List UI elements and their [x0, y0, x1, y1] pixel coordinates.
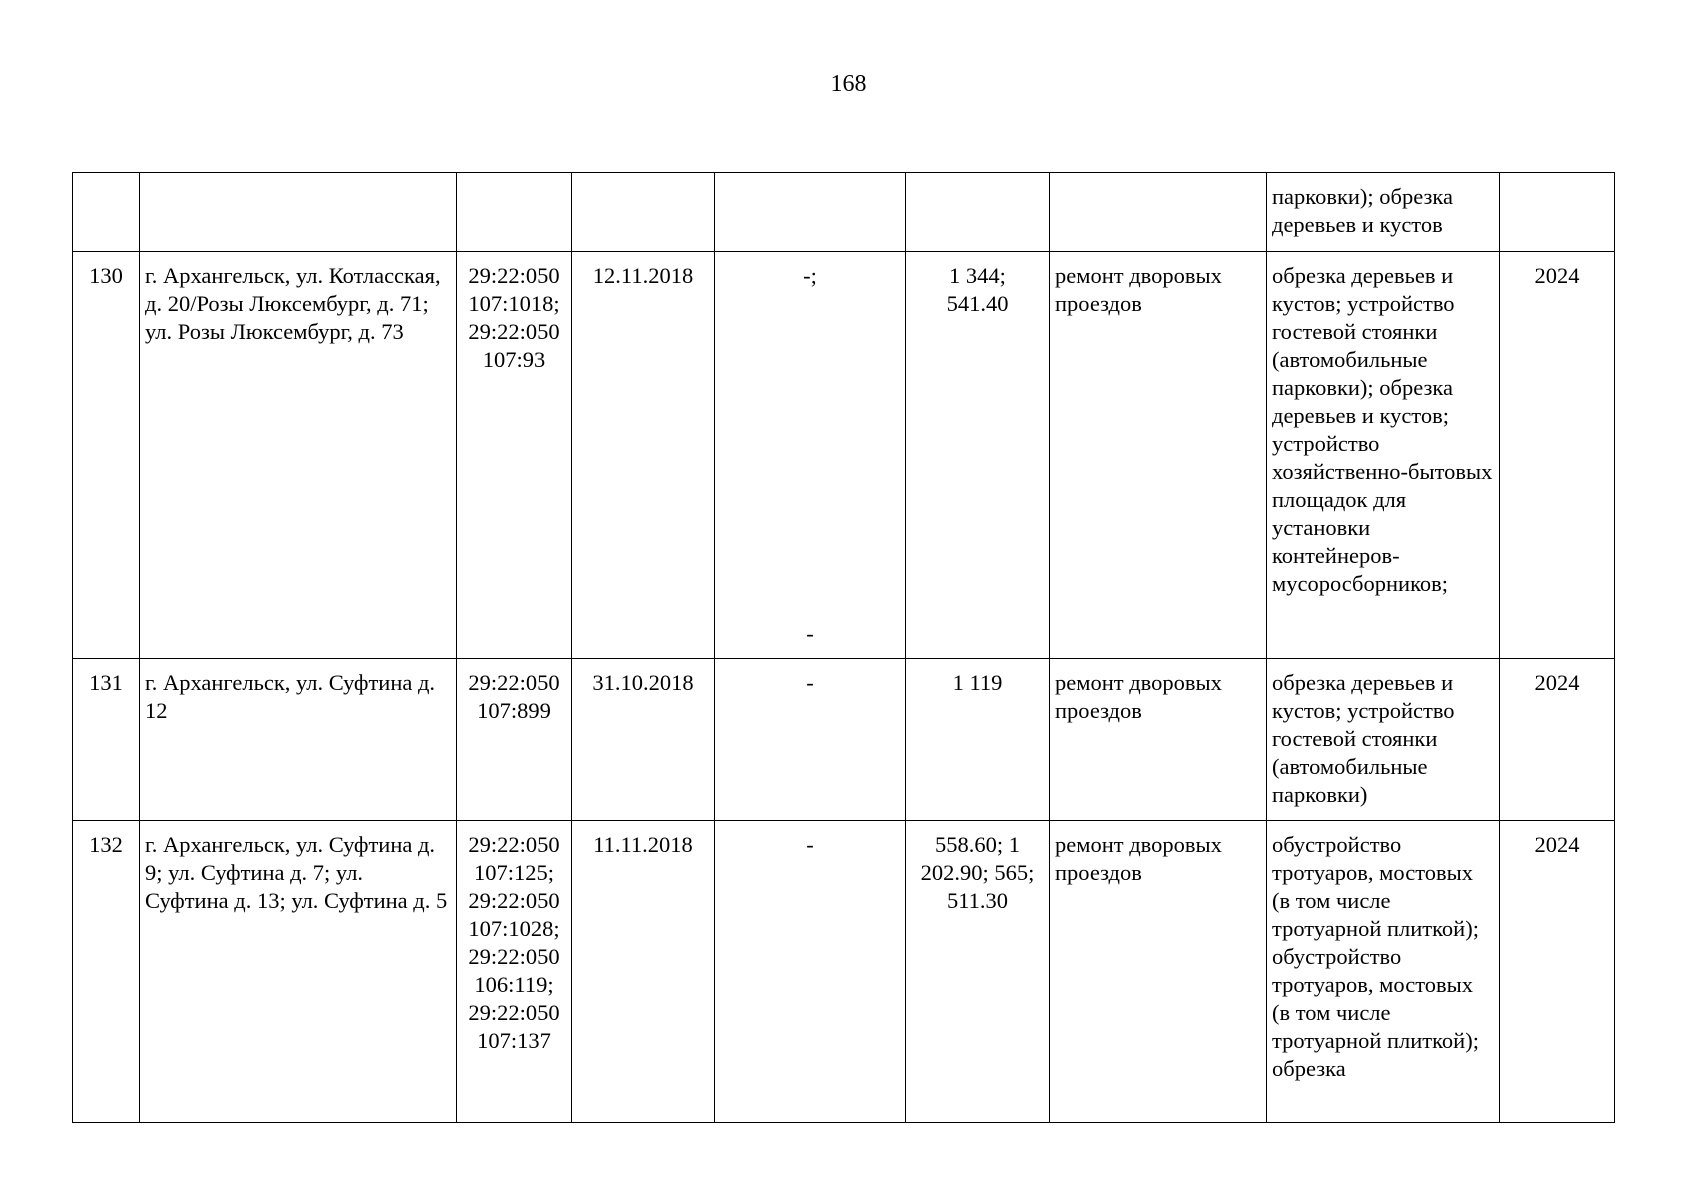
additional-works-cell: парковки); обрезка деревьев и кустов: [1267, 173, 1500, 252]
address-cell: г. Архангельск, ул. Суфтина д. 9; ул. Суфтина д. 7; ул. Суфтина д. 13; ул. Суфтина д. 5: [140, 821, 457, 1123]
dash-cell: [715, 173, 906, 252]
work-type-cell: ремонт дворовых проездов: [1050, 659, 1267, 821]
table-row: [73, 821, 1615, 1123]
cadastral-number-cell-line: 29:22:050: [468, 670, 560, 695]
date-cell: 31.10.2018: [572, 659, 715, 821]
date-cell: 11.11.2018: [572, 821, 715, 1123]
table-row: [73, 659, 1615, 821]
row-number-cell: 132: [73, 821, 140, 1123]
dash-cell: [715, 659, 906, 821]
area-cell-line: 202.90; 565;: [920, 860, 1035, 885]
cadastral-number-cell-line: 107:137: [477, 1028, 551, 1053]
dash-value: -: [806, 832, 814, 857]
cadastral-number-cell-line: 107:1028;: [468, 916, 560, 941]
dash-value: -;: [803, 263, 817, 288]
registry-table-body: [73, 173, 1615, 1123]
area-cell-line: 1 344;: [949, 263, 1006, 288]
cadastral-number-cell-line: 106:119;: [474, 972, 554, 997]
cadastral-number-cell: [457, 821, 572, 1123]
year-cell: 2024: [1500, 659, 1615, 821]
area-cell-line: 541.40: [946, 291, 1009, 316]
area-cell: [906, 252, 1050, 659]
date-cell: [572, 173, 715, 252]
row-number-cell: [73, 173, 140, 252]
work-type-cell: [1050, 173, 1267, 252]
cadastral-number-cell-line: 107:125;: [473, 860, 554, 885]
cadastral-number-cell-line: 29:22:050: [468, 888, 560, 913]
date-cell: 12.11.2018: [572, 252, 715, 659]
work-type-cell: ремонт дворовых проездов: [1050, 821, 1267, 1123]
dash-cell: [715, 821, 906, 1123]
cadastral-number-cell: [457, 252, 572, 659]
registry-table: [72, 172, 1615, 1123]
cadastral-number-cell-line: 29:22:050: [468, 832, 560, 857]
year-cell: [1500, 173, 1615, 252]
cadastral-number-cell-line: 29:22:050: [468, 263, 560, 288]
cadastral-number-cell-line: 107:93: [482, 347, 546, 372]
area-cell: [906, 821, 1050, 1123]
area-cell-line: 558.60; 1: [934, 832, 1020, 857]
cadastral-number-cell-line: 29:22:050: [468, 1000, 560, 1025]
row-number-cell: 131: [73, 659, 140, 821]
additional-works-cell: обрезка деревьев и кустов; устройство гостевой стоянки (автомобильные парковки); обрезка деревьев и кустов; устройство хозяйственно-бытовых площадок для установки контейнеров-мусоросборников;: [1267, 252, 1500, 659]
year-cell: 2024: [1500, 252, 1615, 659]
address-cell: [140, 173, 457, 252]
area-cell: [906, 173, 1050, 252]
table-row: [73, 173, 1615, 252]
area-cell-line: 511.30: [946, 888, 1009, 913]
cadastral-number-cell-line: 107:1018;: [468, 291, 560, 316]
work-type-cell: ремонт дворовых проездов: [1050, 252, 1267, 659]
page-number: 168: [830, 71, 867, 97]
area-cell-line: 1 119: [952, 670, 1003, 695]
area-cell: [906, 659, 1050, 821]
address-cell: г. Архангельск, ул. Суфтина д. 12: [140, 659, 457, 821]
cadastral-number-cell-line: 107:899: [477, 698, 551, 723]
additional-works-cell: обустройство тротуаров, мостовых (в том числе тротуарной плиткой); обустройство тротуаров, мостовых (в том числе тротуарной плиткой); обрезка: [1267, 821, 1500, 1123]
table-row: [73, 252, 1615, 659]
additional-works-cell: обрезка деревьев и кустов; устройство гостевой стоянки (автомобильные парковки): [1267, 659, 1500, 821]
row-number-cell: 130: [73, 252, 140, 659]
address-cell: г. Архангельск, ул. Котласская, д. 20/Розы Люксембург, д. 71; ул. Розы Люксембург, д. 73: [140, 252, 457, 659]
cadastral-number-cell-line: 29:22:050: [468, 944, 560, 969]
cadastral-number-cell: [457, 659, 572, 821]
dash-value: -: [806, 670, 814, 695]
dash-cell: [715, 252, 906, 659]
cadastral-number-cell: [457, 173, 572, 252]
cadastral-number-cell-line: 29:22:050: [468, 319, 560, 344]
year-cell: 2024: [1500, 821, 1615, 1123]
dash-value-bottom: -: [806, 621, 814, 646]
